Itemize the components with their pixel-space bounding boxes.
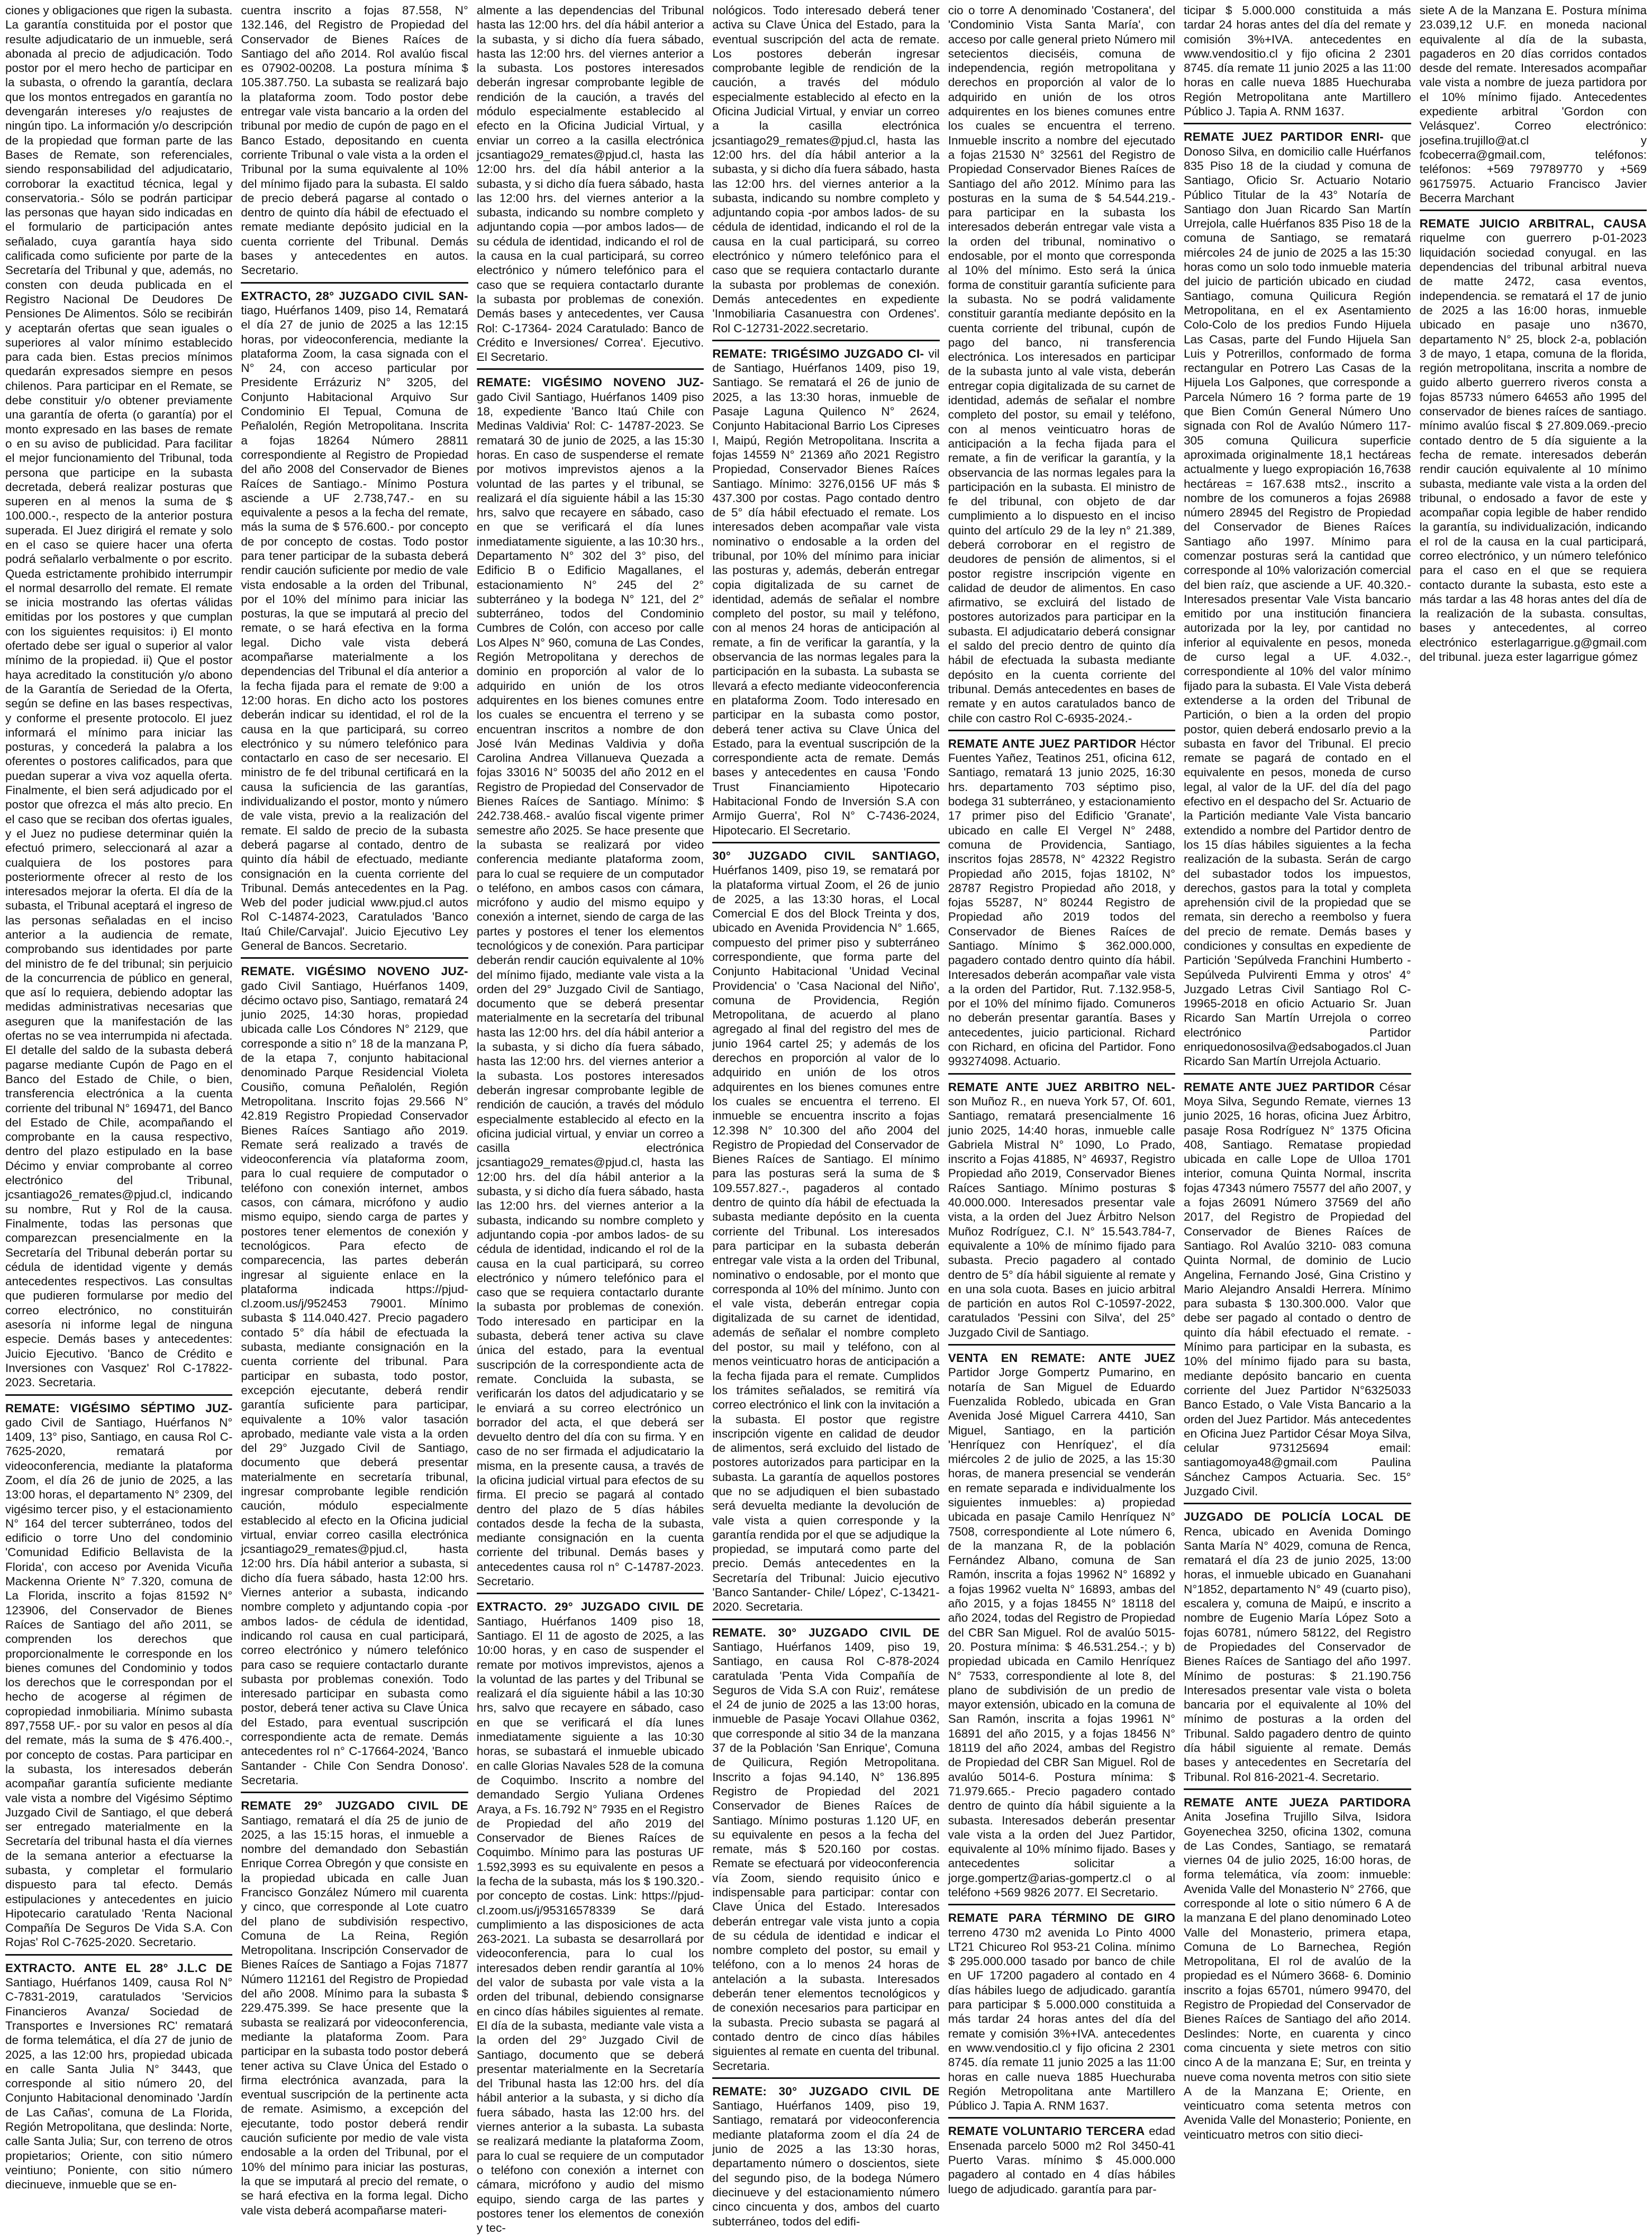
- notice-heading: REMATE VOLUNTARIO TERCERA: [948, 2124, 1145, 2138]
- legal-notice: [712, 2084, 939, 2229]
- notice-body: Héctor Fuentes Yañez, Teatinos 251, oficina 612, Santiago, rematará 13 junio 2025, 16:30 hrs. departamento 703 séptimo piso, bodega 31 subterráneo, y estacionamiento 17 primer piso del Edificio 'Granate', ubicado en calle El Vergel N° 2488, comuna de Providencia, Santiago, inscritos fojas 28578, N° 42322 Registro Propiedad año 2015, fojas 18102, N° 28787 Registro Propiedad año 2018, y fojas 55287, N° 80244 Registro de Propiedad año 2019 todos del Conservador de Bienes Raíces de Santiago. Mínimo $ 362.000.000, pagadero contado dentro quinto día hábil. Interesados deberán acompañar vale vista a la orden del Partidor, Rut. 7.132.958-5, por el 10% del mínimo fijado. Comuneros no deberán presentar garantía. Bases y antecedentes, juicio particional. Richard con Richard, en oficina del Partidor. Fono 993274098. Actuario.: [948, 737, 1176, 1068]
- notice-body: Santiago, Huérfanos 1409 piso 18, Santiago. El 11 de agosto de 2025, a las 10:00 horas, y en caso de suspender el remate por motivos imprevistos, ajenos a la voluntad de las partes y del Tribunal se realizará el día siguiente hábil a las 10:30 hrs, salvo que recayere en sábado, caso en que se verificará el día lunes inmediatamente siguiente a las 10:30 horas, se subastará el inmueble ubicado en calle Glorias Navales 528 de la comuna de Coquimbo. Inscrito a nombre del demandado Sergio Yuliana Ordenes Araya, a Fs. 16.792 N° 7935 en el Registro de Propiedad del año 2019 del Conservador de Bienes Raíces de Coquimbo. Mínimo para las posturas UF 1.592,3993 es su equivalente en pesos a la fecha de la subasta, más los $ 190.320.-por concepto de costas. Link: https://pjud-cl.zoom.us/j/95316578339 Se dará cumplimiento a las disposiciones de acta 263-2021. La subasta se desarrollará por videoconferencia, para lo cual los interesados deben rendir garantía al 10% del valor de subasta por vale vista a la orden del tribunal, debiendo consignarse en cinco días hábiles siguientes al remate. El día de la subasta, mediante vale vista a la orden del 29° Juzgado Civil de Santiago, documento que se deberá presentar materialmente en la Secretaría del Tribunal hasta las 12:00 hrs. del día hábil anterior a la subasta, y si dicho día fuera sábado, hasta las 12:00 hrs. del viernes anterior a la subasta. La subasta se realizará mediante la plataforma Zoom, para lo cual se requiere de un computador o teléfono con conexión a internet con cámara, micrófono y audio del mismo equipo, siendo carga de las partes y postores tener los elementos de conexión y tec-: [476, 1614, 704, 2235]
- notice-heading: REMATE. 30° JUZGADO CIVIL DE: [712, 1625, 940, 1639]
- legal-notice: [241, 964, 468, 1787]
- legal-notice: [948, 1351, 1175, 1900]
- notice-body: edad Ensenada parcelo 5000 m2 Rol 3450-41 Puerto Varas. mínimo $ 45.000.000 pagadero al contado en 4 días hábiles luego de adjudicado. garantía para par-: [948, 2124, 1176, 2196]
- legal-notice: [1184, 1795, 1411, 2142]
- notice-divider: [712, 340, 939, 341]
- legal-notice: [1184, 1080, 1411, 1499]
- notice-body: Santiago, Huérfanos 1409, piso 19, Santiago, en causa Rol C-878-2024 caratulada 'Penta Vida Compañía de Seguros de Vida S.A con Ruiz', remátese el 24 de junio de 2025 a las 13:00 horas, inmueble de Pasaje Yocavi Ollahue 0362, que corresponde al sitio 34 de la manzana 37 de la Población 'San Enrique', Comuna de Quilicura, Región Metropolitana. Inscrito a fojas 94.140, N° 136.895 Registro de Propiedad del 2021 Conservador de Bienes Raíces de Santiago. Mínimo posturas 1.120 UF, en su equivalente en pesos a la fecha del remate, más $ 520.160 por costas. Remate se efectuará por videoconferencia vía Zoom, siendo requisito único e indispensable para participar: contar con Clave Única del Estado. Interesados deberán entregar vale vista junto a copia de su cédula de identidad e indicar el nombre completo del postor, su email y teléfono, con a lo menos 24 horas de antelación a la subasta. Interesados deberán tener elementos tecnológicos y de conexión necesarios para participar en la subasta. Precio subasta se pagará al contado dentro de cinco días hábiles siguientes al remate en cuenta del tribunal. Secretaria.: [712, 1640, 940, 2073]
- continued-text: [5, 3, 232, 1390]
- continued-text: [948, 3, 1175, 725]
- notice-body: ciones y obligaciones que rigen la subasta. La garantía constituida por el postor que resulte adjudicatario de un inmueble, será abonada al precio de adjudicación. Todo postor por el mero hecho de participar en la subasta, o ofrendo la garantía, declara que los montos entregados en garantía no devengarán intereses y/o reajustes de ningún tipo. La información y/o descripción de la propiedad que forman parte de las Bases de Remate, son referenciales, siendo responsabilidad del adjudicatario, corroborar la exactitud técnica, legal y conservatoria.- Sólo se podrán participar las personas que hayan sido indicadas en el formulario de participación antes señalado, cuya garantía haya sido calificada como suficiente por parte de la Secretaría del Tribunal y que, además, no consten con deuda publicada en el Registro Nacional De Deudores De Pensiones De Alimentos. Sólo se recibirán y aceptarán ofertas que sean iguales o superiores al valor mínimo establecido para cada bien. Estas precios mínimos quedarán expresados siempre en pesos chilenos. Para participar en el Remate, se debe constituir y/o obtener previamente una garantía de oferta (o garantía) por el monto expresado en las bases de remate o en su aviso de publicidad. Para facilitar el mejor funcionamiento del Tribunal, toda persona que participe en la subasta decretada, deberá realizar posturas que superen en al menos la suma de $ 100.000.-, respecto de la anterior postura superada. El Juez dirigirá el remate y solo en el caso se quiere hacer una oferta podrá señalarlo verbalmente o por escrito. Queda estrictamente prohibido interrumpir el normal desarrollo del remate. El remate se inicia mostrando las ofertas válidas emitidas por los postores y que cumplan con los siguientes requisitos: i) El monto ofertado debe ser igual o superior al valor mínimo de la propiedad. ii) Que el postor haya acreditado la constitución y/o abono de la Garantía de Seriedad de la Oferta, según se define en las bases respectivas, y conforme el presente protocolo. El juez informará el mínimo para iniciar las posturas, y concederá la palabra a los oferentes o postores calificados, para que puedan superar a viva voz aquella oferta. Finalmente, el bien será adjudicado por el postor que ofrezca el más alto precio. En el caso que se reciban dos ofertas iguales, y el Juez no pudiese determinar quién la efectuó primero, seleccionará al azar a cualquiera de los postores para posteriormente ofrecer al resto de los interesados mejorar la oferta. El día de la subasta, el Tribunal aceptará el ingreso de las personas señaladas en el inciso anterior a la audiencia de remate, comprobando sus identidades por parte del ministro de fe del tribunal; sin perjuicio de la concurrencia de público en general, que así lo requiera, debiendo adoptar las medidas administrativas necesarias que aseguren que la manifestación de las ofertas no se vea interrumpida ni afectada. El detalle del saldo de la subasta deberá pagarse mediante Cupón de Pago en el Banco del Estado de Chile, o bien, transferencia electrónica a la cuenta corriente del tribunal N° 169471, del Banco del Estado de Chile, acompañando el comprobante en la causa respectivo, dentro del plazo estipulado en la base Décimo y enviar comprobante al correo electrónico del Tribunal, jcsantiago26_remates@pjud.cl, indicando su nombre, Rut y Rol de la causa. Finalmente, todas las personas que comparezcan presencialmente en la Secretaría del Tribunal deberán portar su cédula de identidad vigente y demás antecedentes respectivos. Las consultas que pudieren formularse por medio del correo electrónico, no constituirán asesoría ni informe legal de ninguna especie. Demás bases y antecedentes: Juicio Ejecutivo. 'Banco de Crédito e Inversiones con Vasquez' Rol C-17822-2023. Secretaria.: [5, 4, 233, 1389]
- notice-body: gado Civil Santiago, Huérfanos 1409 piso 18, expediente 'Banco Itaú Chile con Medinas Valdivia' Rol: C- 14787-2023. Se rematará 30 de junio de 2025, a las 15:30 horas. En caso de suspenderse el remate por motivos imprevistos ajenos a la voluntad de las partes y el tribunal, se realizará el día siguiente hábil a las 15:30 hrs, salvo que recayere en sábado, caso en que se verificará el día lunes inmediatamente siguiente, a las 10:30 hrs., Departamento N° 302 del 3° piso, del Edificio B o Edificio Magallanes, el estacionamiento N° 245 del 2° subterráneo y la bodega N° 121, del 2° subterráneo, todos del Condominio Cumbres de Colón, con acceso por calle Los Alpes N° 960, comuna de Las Condes, Región Metropolitana y derechos de dominio en proporción al valor de lo adquirido en unión de los otros adquirentes en los bienes comunes entre los cuales se encuentra el terreno y se encuentran inscritos a nombre de don José Iván Medinas Valdivia y doña Carolina Andrea Villanueva Quezada a fojas 33016 N° 50035 del año 2012 en el Registro de Propiedad del Conservador de Bienes Raíces de Santiago. Mínimo: $ 242.738.468.- avalúo fiscal vigente primer semestre año 2025. Se hace presente que la subasta se realizará por video conferencia mediante plataforma zoom, para lo cual se requiere de un computador o teléfono, en ambos casos con cámara, micrófono y audio del mismo equipo y conexión a internet, siendo de carga de las partes y postores el tener los elementos tecnológicos y de conexión. Para participar deberán rendir caución equivalente al 10% del mínimo fijado, mediante vale vista a la orden del 29° Juzgado Civil de Santiago, documento que se deberá presentar materialmente en la secretaría del tribunal hasta las 12:00 hrs. del día hábil anterior a la subasta, y si dicho día fuera sábado, hasta las 12:00 hrs. del viernes anterior a la subasta. Los postores interesados deberán ingresar comprobante legible de rendición de caución, a través del módulo especialmente establecido al efecto en la oficina judicial virtual, y enviar un correo a casilla electrónica jcsantiago29_remates@pjud.cl, hasta las 12:00 hrs. del día hábil anterior a la subasta, y si dicho día fuera sábado, hasta las 12:00 hrs. del viernes anterior a la subasta, indicando su nombre completo y adjuntando copia -por ambos lados- de su cédula de identidad, indicando el rol de la causa en la cual participará, su correo electrónico y número telefónico para el caso que se requiera contactarlo durante la subasta por problemas de conexión. Todo interesado en participar en la subasta, deberá tener activa su clave única del estado, para la eventual suscripción de la correspondiente acta de remate. Concluida la subasta, se verificarán los datos del adjudicatario y se le enviará a su correo electrónico un borrador del acta, el que deberá ser devuelto dentro del día con su firma. Y en caso de no ser firmada el adjudicatario la misma, en la presente causa, a través de la oficina judicial virtual para efectos de su firma. El precio se pagará al contado dentro del plazo de 5 días hábiles contados desde la fecha de la subasta, mediante consignación en la cuenta corriente del tribunal. Demás bases y antecedentes causa rol n° C-14787-2023. Secretario.: [476, 390, 704, 1588]
- notice-heading: REMATE ANTE JUEZA PARTIDORA: [1184, 1795, 1411, 1809]
- notice-divider: [948, 1344, 1175, 1346]
- legal-notice: [5, 1401, 232, 1950]
- legal-notice: [712, 1625, 939, 2073]
- notice-heading: 30° JUZGADO CIVIL SANTIAGO,: [712, 849, 940, 862]
- notice-body: gado Civil Santiago, Huérfanos 1409, décimo octavo piso, Santiago, rematará 24 junio 2025, 14:30 horas, propiedad ubicada calle Los Cóndores N° 2129, que corresponde a sitio n° 18 de la manzana P, de la etapa 7, conjunto habitacional denominado Parque Residencial Violeta Cousiño, comuna Peñalolén, Región Metropolitana. Inscrito fojas 29.566 N° 42.819 Registro Propiedad Conservador Bienes Raíces Santiago año 2019. Remate será realizado a través de videoconferencia vía plataforma zoom, para lo cual requiere de computador o teléfono con conexión internet, ambos casos, con cámara, micrófono y audio mismo equipo, siendo carga de partes y postores tener elementos de conexión y tecnológicos. Para efecto de comparecencia, las partes deberán ingresar al siguiente enlace en la plataforma indicada https://pjud-cl.zoom.us/j/952453 79001. Mínimo subasta $ 114.040.427. Precio pagadero contado 5° día hábil de efectuada la subasta, mediante consignación en la cuenta corriente del tribunal. Para participar en subasta, todo postor, excepción ejecutante, deberá rendir garantía suficiente para participar, equivalente a 10% valor tasación aprobado, mediante vale vista a la orden del 29° Juzgado Civil de Santiago, documento que deberá presentar materialmente en secretaría tribunal, ingresar comprobante legible rendición caución, módulo especialmente establecido al efecto en la Oficina judicial virtual, enviar correo casilla electrónica jcsantiago29_remates@pjud.cl, hasta 12:00 hrs. Día hábil anterior a subasta, si dicho día fuera sábado, hasta 12:00 hrs. Viernes anterior a subasta, indicando nombre completo y adjuntando copia -por ambos lados- de cédula de identidad, indicando rol causa en cual participará, correo electrónico y número telefónico para caso se requiere contactarlo durante subasta por problemas conexión. Todo interesado participar en subasta como postor, deberá tener activa su Clave Única del Estado, para eventual suscripción correspondiente acta de remate. Demás antecedentes rol n° C-17664-2024, 'Banco Santander - Chile Con Sendra Donoso'. Secretaria.: [241, 979, 468, 1787]
- notice-heading: REMATE PARA TÉRMINO DE GIRO: [948, 1911, 1176, 1925]
- notice-divider: [1184, 1788, 1411, 1790]
- notice-body: riquelme con guerrero p-01-2023 liquidación sociedad conyugal. en las dependencias del tribunal arbitral nueva de matte 2472, casa eventos, independencia. se rematará el 17 de junio de 2025 a las 16:00 horas, inmueble ubicado en pasaje uno n3670, departamento N° 25, block 2-a, población 3 de mayo, 1 etapa, comuna de la florida, región metropolitana, inscrita a nombre de guido alberto guerrero riveros consta a fojas 85733 número 64653 año 1995 del conservador de bienes raíces de santiago. mínimo avalúo fiscal $ 27.809.069.-precio contado dentro de 5 día siguiente a la fecha de remate. interesados deberán rendir caución equivalente al 10 mínimo subasta, mediante vale vista a la orden del tribunal, o endosado a favor de este y acompañar copia legible de haber rendido la garantía, su individualización, indicando el rol de la causa en la cual participará, correo electrónico, y un número telefónico para el caso en el que se requiera contacto durante la subasta, esto este a más tardar a las 48 horas antes del día de la realización de la subasta. consultas, bases y antecedentes, al correo electrónico esterlagarrigue.g@gmail.com del tribunal. jueza ester lagarrigue gómez: [1419, 231, 1647, 664]
- column-1: [5, 3, 232, 2235]
- notice-divider: [948, 730, 1175, 731]
- notice-heading: REMATE JUEZ PARTIDOR ENRI-: [1184, 130, 1384, 144]
- notice-heading: REMATE ANTE JUEZ PARTIDOR: [948, 737, 1137, 750]
- legal-notice: [241, 1798, 468, 2218]
- column-6: [1184, 3, 1411, 2235]
- legal-notice: [712, 347, 939, 838]
- column-3: [477, 3, 704, 2235]
- column-4: [712, 3, 939, 2235]
- legal-notice: [948, 1080, 1175, 1340]
- notice-heading: REMATE ANTE JUEZ PARTIDOR: [1184, 1080, 1375, 1094]
- legal-notice: [948, 737, 1175, 1069]
- notice-divider: [477, 368, 704, 370]
- notice-divider: [5, 1954, 232, 1956]
- notice-divider: [241, 1792, 468, 1793]
- legal-notice: [1420, 216, 1647, 664]
- notice-body: siete A de la Manzana E. Postura mínima 23.039,12 U.F. en moneda nacional equivalente al día de la subasta, pagaderos en 20 días corridos contados desde del remate. Interesados acompañar vale vista a nombre de jueza partidora por el 10% mínimo fijado. Antecedentes expediente arbitral 'Gordon con Velásquez'. Correo electrónico: josefina.trujillo@at.cl y fcobecerra@gmail.com, teléfonos: teléfonos: +569 79789770 y +569 96175975. Actuario Francisco Javier Becerra Marchant: [1419, 4, 1647, 205]
- notice-body: César Moya Silva, Segundo Remate, viernes 13 junio 2025, 16 horas, oficina Juez Árbitro, pasaje Rosa Rodríguez N° 1375 Oficina 408, Santiago. Rematase propiedad ubicada en calle Lope de Ulloa 1701 interior, comuna Quinta Normal, inscrita fojas 47343 número 75577 del año 2007, y a fojas 26091 Número 37569 del año 2017, del Registro de Propiedad del Conservador de Bienes Raíces de Santiago. Rol Avalúo 3210- 083 comuna Quinta Normal, de dominio de Lucio Angelina, Fernando José, Gina Cristino y Mario Alejandro Ansaldi Herrera. Mínimo para subasta $ 130.300.000. Valor que debe ser pagado al contado o dentro de quinto día hábil efectuado el remate. - Mínimo para participar en la subasta, es 10% del mínimo fijado para su basta, mediante depósito bancario en cuenta corriente del Juez Partidor N°6325033 Banco Estado, o Vale Vista Bancario a la orden del Juez Partidor. Más antecedentes en Oficina Juez Partidor César Moya Silva, celular 973125694 email: santiagomoya48@gmail.com Paulina Sánchez Campos Actuaria. Sec. 15° Juzgado Civil.: [1184, 1080, 1411, 1498]
- notice-divider: [712, 1619, 939, 1620]
- column-5: [948, 3, 1175, 2235]
- notice-body: Santiago, Huérfanos 1409, causa Rol N° C-7831-2019, caratulados 'Servicios Financieros Avanza/ Sociedad de Transportes e Inversiones RC' rematará de forma telemática, el día 27 de junio de 2025, a las 12:00 hrs, propiedad ubicada en calle Santa Julia N° 3443, que corresponde al sitio número 20, del Conjunto Habitacional denominado 'Jardín de Las Cañas', comuna de La Florida, Región Metropolitana, que deslinda: Norte, calle Santa Julia; Sur, con terreno de otros propietarios; Oriente, con sitio número veintiuno; Poniente, con sitio número diecinueve, inmueble que se en-: [5, 1976, 233, 2192]
- legal-notice: [477, 375, 704, 1588]
- notice-body: nológicos. Todo interesado deberá tener activa su Clave Única del Estado, para la eventual suscripción del acta de remate. Los postores deberán ingresar comprobante legible de rendición de la caución, a través del módulo especialmente establecido al efecto en la Oficina Judicial Virtual, y enviar un correo a la casilla electrónica jcsantiago29_remates@pjud.cl, hasta las 12:00 hrs. del día hábil anterior a la subasta, y si dicho día fuera sábado, hasta las 12:00 hrs. del viernes anterior a la subasta, indicando su nombre completo y adjuntando copia -por ambos lados- de su cédula de identidad, indicando el rol de la causa en la cual participará, su correo electrónico y número telefónico para el caso que se requiera contactarlo durante la subasta por problemas de conexión. Demás antecedentes en expediente 'Inmobiliaria Casanuestra con Ordenes'. Rol C-12731-2022.secretario.: [712, 4, 940, 335]
- notice-body: Santiago, Huérfanos 1409, piso 19, Santiago, rematará por videoconferencia mediante plataforma zoom el día 24 de junio de 2025 a las 13:30 horas, departamento número o doscientos, siete del segundo piso, de la bodega Número diecinueve y del estacionamiento número cinco cincuenta y dos, ambos del cuarto subterráneo, todos del edifi-: [712, 2099, 940, 2228]
- notice-heading: REMATE 29° JUZGADO CIVIL DE: [241, 1799, 468, 1813]
- notice-heading: EXTRACTO. ANTE EL 28° J.L.C DE: [5, 1961, 233, 1975]
- continued-text: [241, 3, 468, 278]
- notice-heading: REMATE ANTE JUEZ ARBITRO NEL-: [948, 1080, 1176, 1094]
- notice-body: ticipar $ 5.000.000 constituida a más tardar 24 horas antes del día del remate y comisión 3%+IVA. antecedentes en www.vendositio.cl y fijo oficina 2 2301 8745. día remate 11 junio 2025 a las 11:00 horas en calle nueva 1885 Huechuraba Región Metropolitana ante Martillero Público J. Tapia A. RNM 1637.: [1184, 4, 1411, 119]
- notice-body: almente a las dependencias del Tribunal hasta las 12:00 hrs. del día hábil anterior a la subasta, y si dicho día fuera sábado, hasta las 12:00 hrs. del viernes anterior a la subasta. Los postores interesados deberán ingresar comprobante legible de rendición de la caución, a través del módulo especialmente establecido al efecto en la Oficina Judicial Virtual, y enviar un correo a la casilla electrónica jcsantiago29_remates@pjud.cl, hasta las 12:00 hrs. del día hábil anterior a la subasta, y si dicho día fuera sábado, hasta las 12:00 hrs. del viernes anterior a la subasta, indicando su nombre completo y adjuntando copia —por ambos lados— de su cédula de identidad, indicando el rol de la causa en la cual participará, su correo electrónico y número telefónico para el caso que se requiera contactarlo durante la subasta por problemas de conexión. Demás bases y antecedentes, ver Causa Rol: C-17364- 2024 Caratulado: Banco de Crédito e Inversiones/ Correa'. Ejecutivo. El Secretario.: [476, 4, 704, 364]
- notice-body: Renca, ubicado en Avenida Domingo Santa María N° 4029, comuna de Renca, rematará el día 23 de junio 2025, 13:00 horas, el inmueble ubicado en Guanahani N°1852, departamento N° 49 (cuarto piso), escalera y, comuna de Maipú, e inscrito a nombre de Eugenio María López Soto a fojas 60781, número 58122, del Registro de Propiedades del Conservador de Bienes Raíces de Santiago del año 1997. Mínimo de posturas: $ 21.190.756 Interesados presentar vale vista o boleta bancaria por el equivalente al 10% del mínimo de posturas a la orden del Tribunal. Saldo pagadero dentro de quinto día hábil siguiente al remate. Demás bases y antecedentes en Secretaría del Tribunal. Rol 816-2021-4. Secretario.: [1184, 1524, 1411, 1784]
- notice-divider: [241, 957, 468, 959]
- notice-divider: [948, 2117, 1175, 2119]
- legal-notice: [1184, 130, 1411, 1068]
- notice-body: cuentra inscrito a fojas 87.558, N° 132.146, del Registro de Propiedad del Conservador de Bienes Raíces de Santiago del año 2014. Rol avalúo fiscal es 07902-00208. La postura mínima $ 105.387.750. La subasta se realizará bajo la plataforma zoom. Todo postor debe entregar vale vista bancario a la orden del tribunal por medio de cupón de pago en el Banco Estado, depositando en cuenta corriente Tribunal o vale vista a la orden el Tribunal por la suma equivalente al 10% del mínimo fijado para la subasta. El saldo de precio deberá pagarse al contado o dentro de quinto día hábil de efectuado el remate mediante depósito judicial en la cuenta corriente del Tribunal. Demás bases y antecedentes en autos. Secretario.: [241, 4, 468, 277]
- continued-text: [1420, 3, 1647, 205]
- notice-body: son Muñoz R., en nueva York 57, Of. 601, Santiago, rematará presencialmente 16 junio 2025, 14:40 horas, inmueble calle Gabriela Mistral N° 1090, Lo Prado, inscrito a Fojas 41885, N° 46937, Registro Propiedad año 2019, Conservador Bienes Raíces Santiago. Mínimo posturas $ 40.000.000. Interesados presentar vale vista, a la orden del Juez Árbitro Nelson Muñoz Rodríguez, C.I. N° 15.543.784-7, equivalente a 10% de mínimo fijado para subasta. Precio pagadero al contado dentro de 5° día hábil siguiente al remate y en una sola cuota. Bases en juicio arbitral de partición en autos Rol C-10597-2022, caratulados 'Pessini con Silva', del 25° Juzgado Civil de Santiago.: [948, 1094, 1176, 1339]
- notice-heading: EXTRACTO. 29° JUZGADO CIVIL DE: [476, 1600, 704, 1614]
- notice-divider: [1184, 1503, 1411, 1504]
- notice-body: Anita Josefina Trujillo Silva, Isidora Goyenechea 3250, oficina 1302, comuna de Las Condes, Santiago, se rematará viernes 04 de julio 2025, 16:00 horas, de forma telemática, vía zoom: inmueble: Avenida Valle del Monasterio N° 2766, que corresponde al lote o sitio número 6 A de la manzana E del plano denominado Loteo Valle del Monasterio, primera etapa, Comuna de Lo Barnechea, Región Metropolitana, El rol de avalúo de la propiedad es el Número 3668- 6. Dominio inscrito a fojas 65701, número 99470, del Registro de Propiedad del Conservador de Bienes Raíces de Santiago del año 2014. Deslindes: Norte, en cuarenta y cinco coma cincuenta y siete metros con sitio cinco A de la manzana E; Sur, en treinta y nueve coma noventa metros con sitio siete A de la Manzana E; Oriente, en veinticuatro coma setenta metros con Avenida Valle del Monasterio; Poniente, en veinticuatro metros con sitio dieci-: [1184, 1810, 1411, 2141]
- notice-body: tiago, Huérfanos 1409, piso 14, Rematará el día 27 de junio de 2025 a las 12:15 horas, por videoconferencia, mediante la plataforma Zoom, la casa signada con el N° 24, con acceso particular por Presidente Errázuriz N° 3205, del Conjunto Habitacional Arquivo Sur Condominio El Tepual, Comuna de Peñalolén, Región Metropolitana. Inscrita a fojas 18264 Número 28811 correspondiente al Registro de Propiedad del año 2008 del Conservador de Bienes Raíces de Santiago.- Mínimo Postura asciende a UF 2.738,747.- en su equivalente a pesos a la fecha del remate, más la suma de $ 576.600.- por concepto de por concepto de costas. Todo postor para tener participar de la subasta deberá rendir caución suficiente por medio de vale vista endosable a la orden del Tribunal, por el 10% del mínimo para iniciar las posturas, la que se imputará al precio del remate, o se hará efectiva en la forma legal. Dicho vale vista deberá acompañarse materialmente a los dependencias del Tribunal el día anterior a la fecha fijada para el remate de 9:00 a 12:00 horas. En dicho acto los postores deberán indicar su identidad, el rol de la causa en la que participará, su correo electrónico y su número telefónico para contactarlo en caso de ser necesario. El ministro de fe del tribunal certificará en la causa la suficiencia de las garantías, individualizando el postor, monto y número de vale vista, previo a la realización del remate. El saldo de precio de la subasta deberá pagarse al contado, dentro de quinto día hábil de efectuado, mediante consignación en la cuenta corriente del Tribunal. Demás antecedentes en la Pag. Web del poder judicial www.pjud.cl autos Rol C-14874-2023, Caratulados 'Banco Itaú Chile/Carvajal'. Juicio Ejecutivo Ley General de Bancos. Secretario.: [241, 303, 468, 952]
- notice-divider: [1184, 123, 1411, 124]
- notice-body: terreno 4730 m2 avenida Lo Pinto 4000 LT21 Chicureo Rol 953-21 Colina. mínimo $ 295.000.000 tasado por banco de chile en UF 17200 pagadero al contado en 4 días hábiles luego de adjudicado. garantía para participar $ 5.000.000 constituida a más tardar 24 horas antes del día del remate y comisión 3%+IVA. antecedentes en www.vendositio.cl y fijo oficina 2 2301 8745. día remate 11 junio 2025 a las 11:00 horas en calle nueva 1885 Huechuraba Región Metropolitana ante Martillero Público J. Tapia A. RNM 1637.: [948, 1925, 1176, 2113]
- notice-divider: [241, 282, 468, 284]
- notice-divider: [712, 842, 939, 843]
- notice-heading: REMATE: TRIGÉSIMO JUZGADO CI-: [712, 347, 924, 360]
- notice-heading: JUZGADO DE POLICÍA LOCAL DE: [1184, 1510, 1411, 1524]
- notice-body: cio o torre A denominado 'Costanera', del 'Condominio Vista Santa María', con acceso por calle general prieto Número mil setecientos dieciséis, comuna de independencia, región metropolitana y derechos en proporción al valor de lo adquirido en unión de los otros adquirentes en los bienes comunes entre los cuales se encuentra el terreno. Inmueble inscrito a nombre del ejecutado a fojas 21530 N° 32561 del Registro de Propiedad Conservador Bienes Raíces de Santiago del año 2012. Mínimo para las posturas en la suma de $ 54.544.219.- para participar en la subasta los interesados deberán entregar vale vista a la orden del tribunal, nominativo o endosable, por el monto que corresponda al 10% del mínimo. Esto será la única forma de constituir garantía suficiente para la subasta. No se podrá validamente constituir garantía mediante depósito en la cuenta corriente del tribunal, cupón de pago del banco, ni transferencia electrónica. Los interesados en participar de la subasta junto al vale vista, deberán entregar copia digitalizada de su carnet de identidad, además de señalar el nombre completo del postor, su email y teléfono, con al menos veinticuatro horas de anticipación a la fecha fijada para el remate, a fin de verificar la garantía, y la observancia de las normas legales para la participación en la subasta. El ministro de fe del tribunal, con objeto de dar cumplimiento a lo dispuesto en el inciso quinto del artículo 29 de la ley n° 21.389, deberá corroborar en el registro de deudores de pensión de alimentos, si el postor registre inscripción vigente en calidad de deudor de alimentos. En caso afirmativo, se excluirá del listado de postores autorizados para participar en la subasta. El adjudicatario deberá consignar el saldo del precio dentro de quinto día hábil de efectuada la subasta mediante depósito en la cuenta corriente del tribunal. Demás antecedentes en bases de remate y en autos caratulados banco de chile con castro Rol C-6935-2024.-: [948, 4, 1176, 725]
- notice-heading: EXTRACTO, 28° JUZGADO CIVIL SAN-: [241, 289, 468, 303]
- legal-notice: [241, 289, 468, 953]
- notice-divider: [477, 1593, 704, 1594]
- legal-notice: [5, 1961, 232, 2192]
- notice-divider: [5, 1394, 232, 1396]
- legal-notice: [1184, 1510, 1411, 1784]
- notice-divider: [1184, 1073, 1411, 1075]
- notice-divider: [948, 1073, 1175, 1075]
- notice-heading: REMATE JUICIO ARBITRAL, CAUSA: [1419, 217, 1647, 231]
- notice-body: gado Civil de Santiago, Huérfanos N° 1409, 13° piso, Santiago, en causa Rol C-7625-2020, rematará por videoconferencia, mediante la plataforma Zoom, el día 26 de junio de 2025, a las 13:00 horas, el departamento N° 2309, del vigésimo tercer piso, y el estacionamiento N° 164 del tercer subterráneo, todos del edificio o torre Uno del condominio 'Comunidad Edificio Bellavista de la Florida', con acceso por Avenida Vicuña Mackenna Oriente N° 7.320, comuna de La Florida, inscrito a fojas 81592 N° 123906, del Conservador de Bienes Raíces de Santiago del año 2011, se comprenden los derechos que proporcionalmente le corresponde en los bienes comunes del Condominio y todos los derechos que le correspondan por el hecho de acogerse al régimen de copropiedad inmobiliaria. Mínimo subasta 897,7558 UF.- por su valor en pesos al día del remate, más la suma de $ 476.400.-, por concepto de costas. Para participar en la subasta, los interesados deberán acompañar garantía suficiente mediante vale vista a nombre del Vigésimo Séptimo Juzgado Civil de Santiago, el que deberá ser entregado materialmente en la Secretaría del tribunal hasta el día viernes de la semana anterior a efectuarse la subasta, y completar el formulario dispuesto para tal efecto. Demás estipulaciones y antecedentes en juicio Hipotecario caratulado 'Renta Nacional Compañía De Seguros De Vida S.A. Con Rojas' Rol C-7625-2020. Secretario.: [5, 1415, 233, 1949]
- notice-divider: [712, 2077, 939, 2079]
- notice-heading: REMATE: VIGÉSIMO NOVENO JUZ-: [476, 376, 704, 389]
- legal-notice: [948, 1911, 1175, 2113]
- notice-body: Huérfanos 1409, piso 19, se rematará por la plataforma virtual Zoom, el 26 de junio de 2025, a las 13:30 horas, el Local Comercial E dos del Block Treinta y dos, ubicado en Avenida Providencia N° 1.665, compuesto del primer piso y subterráneo correspondiente, que forma parte del Conjunto Habitacional 'Unidad Vecinal Providencia' o 'Casa Nacional del Niño', comuna de Providencia, Región Metropolitana, de acuerdo al plano agregado al final del registro del mes de junio 1964 cartel 25; y además de los derechos en proporción al valor de lo adquirido en unión de los otros adquirentes en los bienes comunes entre los cuales se encuentra el terreno. El inmueble se encuentra inscrito a fojas 12.398 N° 10.300 del año 2004 del Registro de Propiedad del Conservador de Bienes Raíces de Santiago. El mínimo para las posturas será la suma de $ 109.557.827.-, pagaderos al contado dentro de quinto día hábil de efectuada la subasta mediante depósito en la cuenta corriente del Tribunal. Los interesados para participar en la subasta deberán entregar vale vista a la orden del Tribunal, nominativo o endosable, por el monto que corresponda al 10% del mínimo. Junto con el vale vista, deberán entregar copia digitalizada de su carnet de identidad, además de señalar el nombre completo del postor, su mail y teléfono, con al menos veinticuatro horas de anticipación a la fecha fijada para el remate. Cumplidos los trámites señalados, se remitirá vía correo electrónico el link con la invitación a la subasta. El postor que registre inscripción vigente en calidad de deudor de alimentos, será excluido del listado de postores autorizados para participar en la subasta. La garantía de aquellos postores que no se adjudiquen el bien subastado será devuelta mediante la devolución de vale vista a quien corresponde y la garantía rendida por el que se adjudique la propiedad, se imputará como parte del precio. Demás antecedentes en la Secretaría del Tribunal: Juicio ejecutivo 'Banco Santander- Chile/ López', C-13421-2020. Secretaria.: [712, 864, 940, 1614]
- legal-notice: [948, 2124, 1175, 2196]
- notice-body: vil de Santiago, Huérfanos 1409, piso 19, Santiago. Se rematará el 26 de junio de 2025, a las 13:30 horas, inmueble de Pasaje Laguna Quilenco N° 2624, Conjunto Habitacional Barrio Los Cipreses I, Maipú, Región Metropolitana. Inscrita a fojas 14559 N° 21369 año 2021 Registro Propiedad, Conservador Bienes Raíces Santiago. Mínimo: 3276,0156 UF más $ 437.300 por costas. Pago contado dentro de 5° día hábil efectuado el remate. Los interesados deben acompañar vale vista nominativo o endosable a la orden del tribunal, por 10% del mínimo para iniciar las posturas y, además, deberán entregar copia digitalizada de su carnet de identidad, además de señalar el nombre completo del postor, su mail y teléfono, con al menos 24 horas de anticipación al remate, a fin de verificar la garantía, y la observancia de las normas legales para la participación en la subasta. La subasta se llevará a efecto mediante videoconferencia en plataforma Zoom. Todo interesado en participar en la subasta como postor, deberá tener activa su Clave Única del Estado, para la eventual suscripción de la correspondiente acta de remate. Demás bases y antecedentes en causa 'Fondo Trust Financiamiento Hipotecario Habitacional Fondo de Inversión S.A con Armijo Guerra', Rol N° C-7436-2024, Hipotecario. El Secretario.: [712, 347, 940, 837]
- notice-heading: VENTA EN REMATE: ANTE JUEZ: [948, 1351, 1176, 1365]
- column-2: [241, 3, 468, 2235]
- continued-text: [712, 3, 939, 335]
- column-7: [1420, 3, 1647, 2235]
- notice-heading: REMATE. VIGÉSIMO NOVENO JUZ-: [241, 965, 468, 978]
- notice-heading: REMATE: 30° JUZGADO CIVIL DE: [712, 2084, 940, 2098]
- notice-body: Santiago, rematará el día 25 de junio de 2025, a las 15:15 horas, el inmueble a nombre del demandado don Sebastián Enrique Correa Obregón y que consiste en la propiedad ubicada en calle Juan Francisco González Número mil cuarenta y cinco, que corresponde al Lote cuatro del plano de subdivisión respectivo, Comuna de La Reina, Región Metropolitana. Inscripción Conservador de Bienes Raíces de Santiago a Fojas 71877 Número 112161 del Registro de Propiedad del año 2008. Mínimo para la subasta $ 229.475.399. Se hace presente que la subasta se realizará por videoconferencia, mediante la plataforma Zoom. Para participar en la subasta todo postor deberá tener activa su Clave Única del Estado o firma electrónica avanzada, para la eventual suscripción de la pertinente acta de remate. Asimismo, a excepción del ejecutante, todo postor deberá rendir caución suficiente por medio de vale vista endosable a la orden del Tribunal, por el 10% del mínimo para iniciar las posturas, la que se imputará al precio del remate, o se hará efectiva en la forma legal. Dicho vale vista deberá acompañarse materi-: [241, 1813, 468, 2217]
- notice-body: Partidor Jorge Gompertz Pumarino, en notaría de San Miguel de Eduardo Fuenzalida Robledo, ubicada en Gran Avenida José Miguel Carrera 4410, San Miguel, Santiago, en la partición 'Henríquez con Henríquez', el día miércoles 2 de julio de 2025, a las 15:30 horas, de manera presencial se venderán en remate separada e individualmente los siguientes inmuebles: a) propiedad ubicada en pasaje Camilo Henríquez N° 7508, correspondiente al Lote número 6, de la manzana R, de la población Fernández Albano, comuna de San Ramón, inscrita a fojas 19962 N° 16892 y a fojas 19962 vuelta N° 16893, ambas del año 2015, y a fojas 18455 N° 18118 del año 2024, todas del Registro de Propiedad del CBR San Miguel. Rol de avalúo 5015-20. Postura mínima: $ 46.531.254.-; y b) propiedad ubicada en Camilo Henríquez N° 7533, correspondiente al lote 8, del plano de subdivisión de un predio de mayor extensión, ubicado en la comuna de San Ramón, inscrita a fojas 19961 N° 16891 del año 2015, y a fojas 18456 N° 18119 del año 2024, ambas del Registro de Propiedad del CBR San Miguel. Rol de avalúo 5014-6. Postura mínima: $ 71.979.665.- Precio pagadero contado dentro de quinto día hábil siguiente a la subasta. Interesados deberán presentar vale vista a la orden del Juez Partidor, equivalente al 10% mínimo fijado. Bases y antecedentes solicitar a jorge.gompertz@arias-gompertz.cl o al teléfono +569 9826 2077. El Secretario.: [948, 1366, 1176, 1899]
- notice-divider: [1420, 210, 1647, 211]
- legal-notice: [712, 849, 939, 1614]
- notice-heading: REMATE: VIGÉSIMO SÉPTIMO JUZ-: [5, 1401, 233, 1415]
- continued-text: [1184, 3, 1411, 119]
- notice-body: que Donoso Silva, en domicilio calle Huérfanos 835 Piso 18 de la ciudad y comuna de Santiago, Oficio Sr. Actuario Notario Público Titular de la 43° Notaría de Santiago don Juan Ricardo San Martín Urrejola, calle Huérfanos 835 Piso 18 de la comuna de Santiago, se rematará miércoles 24 de junio de 2025 a las 15:30 horas como un solo todo inmueble materia del juicio de partición ubicado en ciudad Santiago, comuna Quilicura Región Metropolitana, en el ex Asentamiento Colo-Colo de los predios Fundo Hijuela Las Casas, parte del Fundo Hijuela San Luis y Potrerillos, conformado de forma rectangular en Potrero Las Casas de la Hijuela Los Galpones, que corresponde a Parcela Número 16 ? forma parte de 19 que Bien Común General Número Uno signada con Rol de Avalúo Número 117-305 comuna Quilicura superficie aproximada originalmente 18,1 hectáreas actualmente y luego expropiación 16,7638 hectáreas = 167.638 mts2., inscrito a nombre de los comuneros a fojas 26988 número 28945 del Registro de Propiedad del Conservador de Bienes Raíces Santiago año 1997. Mínimo para comenzar posturas será la cantidad que corresponde al 10% valorización comercial del bien raíz, que asciende a UF. 40.320.- Interesados presentar Vale Vista bancario emitido por una institución financiera autorizada por la ley, por cantidad no inferior al equivalente en pesos, moneda de curso legal a UF. 4.032.-, correspondiente al 10% del valor mínimo fijado para la subasta. El Vale Vista deberá extenderse a la orden del Tribunal de Partición, o bien a la orden del propio postor, quien deberá endosarlo previo a la subasta en favor del Tribunal. El precio remate se pagará de contado en el equivalente en pesos, moneda de curso legal, al valor de la UF. del día del pago efectivo en el despacho del Sr. Actuario de la Partición mediante Vale Vista bancario extendido a nombre del Partidor dentro de los 15 días hábiles siguientes a la fecha realización de la subasta. Serán de cargo del subastador todos los impuestos, derechos, gastos para la total y completa aprehensión civil de la propiedad que se remata, sin derecho a reembolso y fuera del precio de remate. Demás bases y condiciones y consultas en expediente de Partición 'Sepúlveda Franchini Humberto - Sepúlveda Pulvirenti Emma y otros' 4° Juzgado Letras Civil Santiago Rol C-19965-2018 en oficio Actuario Sr. Juan Ricardo San Martín Urrejola o correo electrónico Partidor enriquedonososilva@edsabogados.cl Juan Ricardo San Martín Urrejola Actuario.: [1184, 130, 1411, 1068]
- notice-divider: [948, 1904, 1175, 1905]
- legal-notice: [477, 1600, 704, 2235]
- continued-text: [477, 3, 704, 364]
